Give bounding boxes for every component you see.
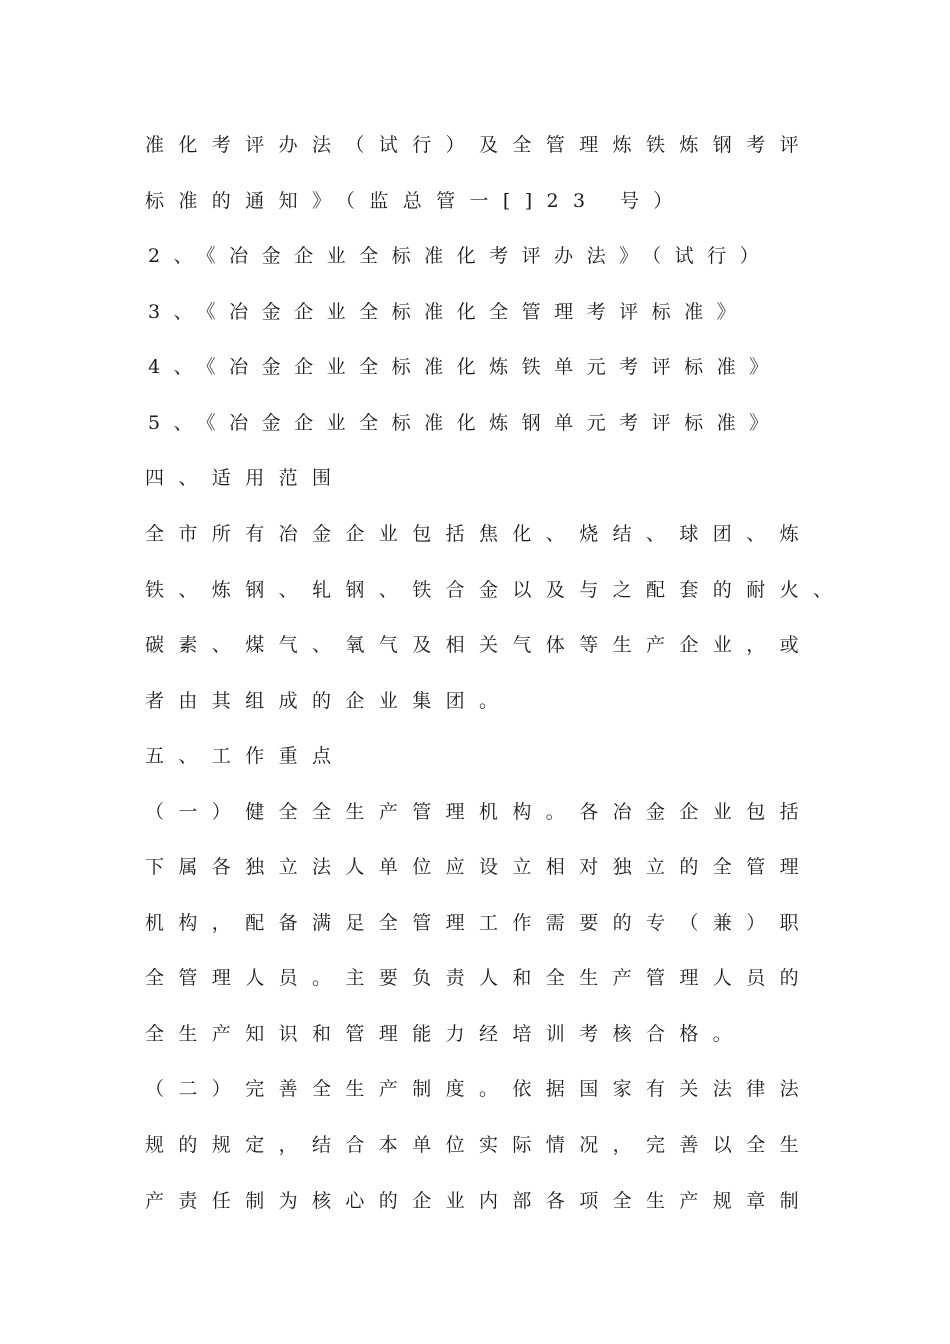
text-line: （一）健全全生产管理机构。各冶金企业包括 — [145, 801, 814, 823]
list-item: 5、《冶金企业全标准化炼钢单元考评标准》 — [148, 412, 782, 434]
list-item: 3、《冶金企业全标准化全管理考评标准》 — [148, 301, 750, 323]
text-line: 产责任制为核心的企业内部各项全生产规章制 — [145, 1190, 814, 1212]
list-item: 2、《冶金企业全标准化考评办法》（试行） — [148, 245, 773, 267]
text-line: 下属各独立法人单位应设立相对独立的全管理 — [145, 856, 814, 878]
text-line: （二）完善全生产制度。依据国家有关法律法 — [145, 1078, 814, 1100]
text-line: 铁、炼钢、轧钢、铁合金以及与之配套的耐火、 — [145, 579, 847, 601]
section-heading: 四、适用范围 — [145, 467, 346, 489]
text-line: 规的规定，结合本单位实际情况，完善以全生 — [145, 1134, 814, 1156]
text-line: 机构，配备满足全管理工作需要的专（兼）职 — [145, 912, 814, 934]
text-line: 全管理人员。主要负责人和全生产管理人员的 — [145, 967, 814, 989]
section-heading: 五、工作重点 — [145, 745, 346, 767]
text-line: 标准的通知》（监总管一[]23 号） — [145, 190, 687, 212]
text-line: 准化考评办法（试行）及全管理炼铁炼钢考评 — [145, 134, 814, 156]
text-line: 者由其组成的企业集团。 — [145, 690, 513, 712]
text-line: 全市所有冶金企业包括焦化、烧结、球团、炼 — [145, 523, 814, 545]
text-line: 全生产知识和管理能力经培训考核合格。 — [145, 1023, 747, 1045]
list-item: 4、《冶金企业全标准化炼铁单元考评标准》 — [148, 356, 782, 378]
text-line: 碳素、煤气、氧气及相关气体等生产企业，或 — [145, 634, 814, 656]
